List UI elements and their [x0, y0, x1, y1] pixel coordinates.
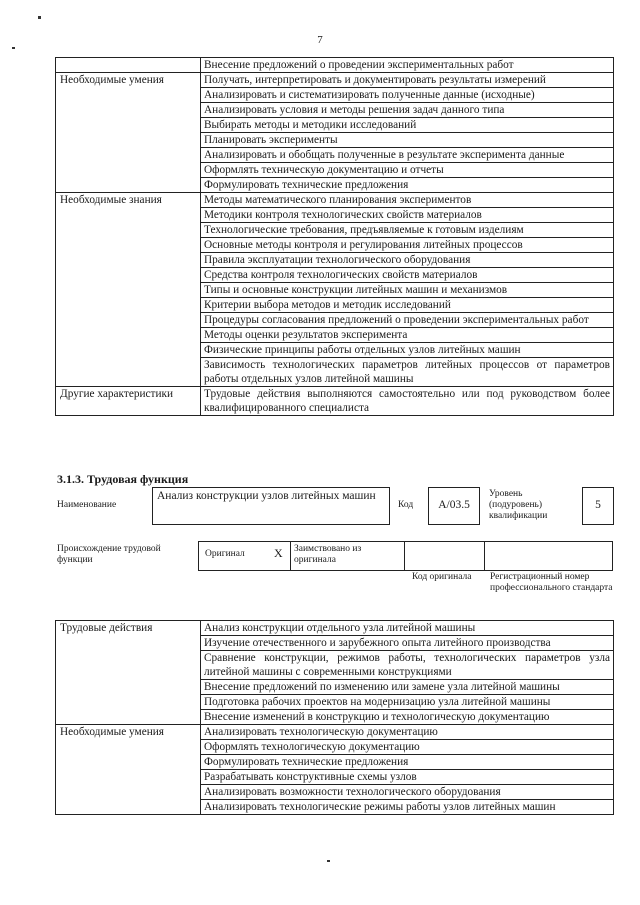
row-item: Критерии выбора методов и методик исследований — [201, 298, 614, 313]
row-item: Формулировать технические предложения — [201, 178, 614, 193]
row-item: Анализировать технологическую документацию — [201, 725, 614, 740]
borrowed-label: Заимствовано из оригинала — [294, 544, 362, 565]
row-item: Выбирать методы и методики исследований — [201, 118, 614, 133]
level-value: 5 — [595, 499, 601, 511]
name-label: Наименование — [57, 500, 117, 510]
row-item: Трудовые действия выполняются самостоятельно или под руководством более квалифицированного специалиста — [201, 387, 614, 416]
row-item: Сравнение конструкции, режимов работы, технологических параметров узла литейной машины с современными конструкциями — [201, 651, 614, 680]
code-label: Код — [398, 500, 414, 510]
row-item: Физические принципы работы отдельных узлов литейных машин — [201, 343, 614, 358]
row-item: Оформлять технологическую документацию — [201, 740, 614, 755]
row-item: Процедуры согласования предложений о проведении экспериментальных работ — [201, 313, 614, 328]
page-number: 7 — [317, 34, 323, 46]
level-label: Уровень (подуровень) квалификации — [489, 489, 548, 521]
table-row — [56, 73, 614, 88]
row-item: Изучение отечественного и зарубежного опыта литейного производства — [201, 636, 614, 651]
row-item: Правила эксплуатации технологического оборудования — [201, 253, 614, 268]
row-item: Получать, интерпретировать и документировать результаты измерений — [201, 73, 614, 88]
origin-box — [198, 541, 613, 571]
row-item: Типы и основные конструкции литейных машин и механизмов — [201, 283, 614, 298]
table-row — [56, 621, 614, 636]
scan-speck — [12, 47, 15, 49]
row-item: Анализировать условия и методы решения задач данного типа — [201, 103, 614, 118]
scan-speck — [327, 860, 330, 862]
row-item: Оформлять техническую документацию и отчеты — [201, 163, 614, 178]
table-row — [56, 725, 614, 740]
row-item: Зависимость технологических параметров литейных процессов от параметров работы отдельных узлов литейной машины — [201, 358, 614, 387]
row-item: Внесение предложений по изменению или замене узла литейной машины — [201, 680, 614, 695]
row-category: Трудовые действия — [56, 621, 201, 725]
row-item: Анализ конструкции отдельного узла литейной машины — [201, 621, 614, 636]
table-row — [56, 387, 614, 416]
origin-divider — [484, 541, 485, 571]
row-item: Анализировать и систематизировать полученные данные (исходные) — [201, 88, 614, 103]
skills-knowledge-table — [55, 57, 614, 416]
origin-divider — [404, 541, 405, 571]
row-item: Подготовка рабочих проектов на модернизацию узла литейной машины — [201, 695, 614, 710]
row-item: Планировать эксперименты — [201, 133, 614, 148]
scan-speck — [38, 16, 41, 19]
row-item: Формулировать технические предложения — [201, 755, 614, 770]
table-row — [56, 193, 614, 208]
row-item: Анализировать и обобщать полученные в результате эксперимента данные — [201, 148, 614, 163]
origin-divider — [290, 541, 291, 571]
original-mark: X — [274, 546, 283, 560]
origin-label: Происхождение трудовой функции — [57, 544, 161, 565]
row-item: Методы математического планирования экспериментов — [201, 193, 614, 208]
original-label: Оригинал — [205, 549, 245, 559]
row-item: Анализировать технологические режимы работы узлов литейных машин — [201, 800, 614, 815]
original-code-label: Код оригинала — [412, 572, 472, 582]
row-item: Средства контроля технологических свойств материалов — [201, 268, 614, 283]
section-title: 3.1.3. Трудовая функция — [57, 472, 189, 486]
row-item: Методы оценки результатов эксперимента — [201, 328, 614, 343]
name-value: Анализ конструкции узлов литейных машин — [157, 490, 376, 502]
row-item: Основные методы контроля и регулирования литейных процессов — [201, 238, 614, 253]
table-row — [56, 58, 614, 73]
labor-actions-table — [55, 620, 614, 815]
row-category: Другие характеристики — [56, 387, 201, 416]
row-category: Необходимые знания — [56, 193, 201, 387]
row-item: Анализировать возможности технологического оборудования — [201, 785, 614, 800]
row-category: Необходимые умения — [56, 73, 201, 193]
row-item: Методики контроля технологических свойств материалов — [201, 208, 614, 223]
row-item: Внесение предложений о проведении экспериментальных работ — [201, 58, 614, 73]
row-item: Внесение изменений в конструкцию и технологическую документацию — [201, 710, 614, 725]
reg-number-label: Регистрационный номер профессионального стандарта — [490, 572, 613, 593]
row-category: Необходимые умения — [56, 725, 201, 815]
code-value: A/03.5 — [438, 499, 470, 511]
row-item: Технологические требования, предъявляемые к готовым изделиям — [201, 223, 614, 238]
row-category — [56, 58, 201, 73]
row-item: Разрабатывать конструктивные схемы узлов — [201, 770, 614, 785]
